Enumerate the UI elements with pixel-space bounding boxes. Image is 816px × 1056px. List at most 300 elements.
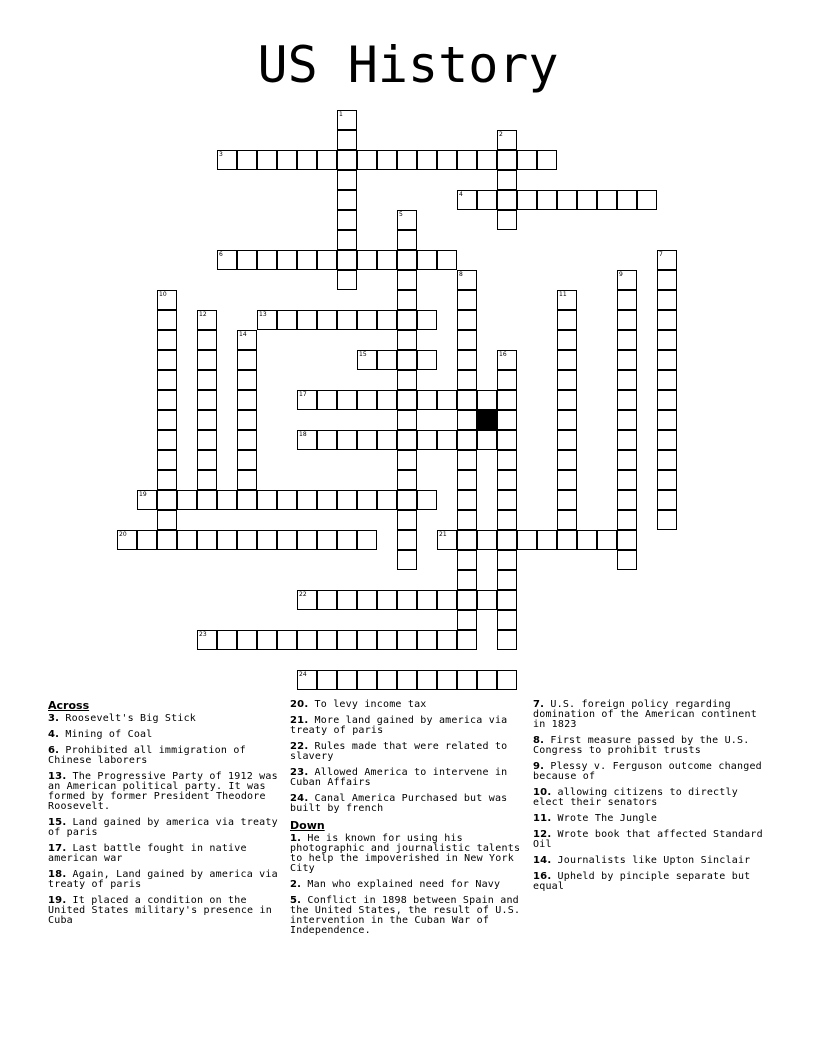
grid-cell[interactable] bbox=[157, 510, 177, 530]
grid-cell[interactable] bbox=[377, 590, 397, 610]
grid-cell[interactable] bbox=[457, 430, 477, 450]
grid-cell[interactable] bbox=[497, 410, 517, 430]
grid-cell[interactable] bbox=[617, 530, 637, 550]
grid-cell[interactable] bbox=[237, 250, 257, 270]
grid-cell[interactable] bbox=[457, 190, 477, 210]
grid-cell[interactable] bbox=[237, 330, 257, 350]
grid-cell[interactable] bbox=[497, 430, 517, 450]
clue-item-text: Upheld by pinciple separate but equal bbox=[533, 871, 751, 892]
grid-cell[interactable] bbox=[457, 370, 477, 390]
grid-cell[interactable] bbox=[317, 250, 337, 270]
grid-cell[interactable] bbox=[317, 310, 337, 330]
clue-item-text: Canal America Purchased but was built by french bbox=[290, 793, 508, 814]
grid-cell[interactable] bbox=[457, 290, 477, 310]
grid-cell[interactable] bbox=[297, 630, 317, 650]
grid-cell[interactable] bbox=[317, 530, 337, 550]
grid-cell[interactable] bbox=[617, 470, 637, 490]
grid-cell[interactable] bbox=[137, 530, 157, 550]
grid-cell[interactable] bbox=[397, 330, 417, 350]
grid-cell[interactable] bbox=[617, 290, 637, 310]
grid-cell[interactable] bbox=[457, 350, 477, 370]
grid-cell[interactable] bbox=[397, 350, 417, 370]
grid-cell[interactable] bbox=[497, 470, 517, 490]
grid-cell[interactable] bbox=[237, 370, 257, 390]
grid-cell[interactable] bbox=[397, 290, 417, 310]
grid-cell[interactable] bbox=[417, 630, 437, 650]
grid-cell[interactable] bbox=[477, 150, 497, 170]
grid-cell[interactable] bbox=[357, 630, 377, 650]
grid-cell[interactable] bbox=[337, 150, 357, 170]
grid-cell[interactable] bbox=[217, 530, 237, 550]
grid-cell[interactable] bbox=[557, 310, 577, 330]
clue-item-number: 13. bbox=[48, 771, 67, 782]
grid-cell[interactable] bbox=[457, 550, 477, 570]
grid-cell[interactable] bbox=[477, 430, 497, 450]
grid-cell[interactable] bbox=[517, 530, 537, 550]
grid-cell[interactable] bbox=[397, 270, 417, 290]
grid-cell[interactable] bbox=[657, 270, 677, 290]
grid-cell[interactable] bbox=[197, 470, 217, 490]
grid-cell[interactable] bbox=[137, 490, 157, 510]
clue-item bbox=[48, 772, 280, 812]
grid-cell[interactable] bbox=[457, 490, 477, 510]
clue-item bbox=[48, 714, 280, 724]
grid-cell[interactable] bbox=[457, 670, 477, 690]
grid-cell[interactable] bbox=[237, 410, 257, 430]
grid-cell[interactable] bbox=[477, 530, 497, 550]
grid-cell[interactable] bbox=[397, 370, 417, 390]
grid-cell[interactable] bbox=[397, 630, 417, 650]
grid-cell[interactable] bbox=[577, 530, 597, 550]
grid-cell[interactable] bbox=[657, 390, 677, 410]
grid-cell[interactable] bbox=[657, 470, 677, 490]
grid-cell[interactable] bbox=[657, 350, 677, 370]
grid-cell[interactable] bbox=[257, 150, 277, 170]
grid-cell[interactable] bbox=[417, 430, 437, 450]
grid-cell[interactable] bbox=[397, 310, 417, 330]
grid-cell[interactable] bbox=[177, 530, 197, 550]
grid-cell[interactable] bbox=[297, 390, 317, 410]
grid-cell[interactable] bbox=[617, 450, 637, 470]
grid-cell[interactable] bbox=[237, 470, 257, 490]
clue-column-1 bbox=[48, 700, 280, 932]
grid-cell[interactable] bbox=[197, 430, 217, 450]
grid-cell[interactable] bbox=[497, 550, 517, 570]
grid-cell[interactable] bbox=[277, 310, 297, 330]
grid-cell[interactable] bbox=[417, 590, 437, 610]
grid-cell[interactable] bbox=[497, 510, 517, 530]
grid-cell[interactable] bbox=[397, 430, 417, 450]
grid-cell[interactable] bbox=[517, 190, 537, 210]
grid-cell[interactable] bbox=[517, 150, 537, 170]
grid-cell[interactable] bbox=[337, 590, 357, 610]
grid-cell[interactable] bbox=[397, 470, 417, 490]
grid-cell[interactable] bbox=[357, 490, 377, 510]
grid-cell[interactable] bbox=[437, 250, 457, 270]
grid-cell[interactable] bbox=[377, 430, 397, 450]
grid-cell[interactable] bbox=[557, 190, 577, 210]
grid-cell[interactable] bbox=[157, 310, 177, 330]
grid-cell[interactable] bbox=[257, 310, 277, 330]
clue-item-text: Journalists like Upton Sinclair bbox=[551, 855, 751, 866]
clue-item-number: 18. bbox=[48, 869, 67, 880]
clue-item-number: 2. bbox=[290, 879, 302, 890]
grid-cell[interactable] bbox=[617, 350, 637, 370]
grid-cell[interactable] bbox=[357, 150, 377, 170]
grid-cell[interactable] bbox=[237, 150, 257, 170]
grid-cell[interactable] bbox=[397, 510, 417, 530]
grid-cell[interactable] bbox=[357, 350, 377, 370]
grid-cell[interactable] bbox=[397, 230, 417, 250]
grid-cell[interactable] bbox=[217, 490, 237, 510]
grid-cell[interactable] bbox=[397, 390, 417, 410]
grid-cell[interactable] bbox=[297, 150, 317, 170]
grid-cell[interactable] bbox=[397, 530, 417, 550]
grid-cell[interactable] bbox=[197, 530, 217, 550]
clue-item bbox=[533, 762, 767, 782]
grid-cell[interactable] bbox=[477, 190, 497, 210]
grid-cell[interactable] bbox=[497, 610, 517, 630]
grid-cell[interactable] bbox=[497, 350, 517, 370]
grid-cell[interactable] bbox=[337, 210, 357, 230]
grid-cell[interactable] bbox=[457, 310, 477, 330]
grid-cell[interactable] bbox=[157, 430, 177, 450]
clue-item-number: 15. bbox=[48, 817, 67, 828]
grid-cell[interactable] bbox=[557, 450, 577, 470]
clue-item bbox=[533, 830, 767, 850]
grid-cell[interactable] bbox=[557, 290, 577, 310]
grid-cell[interactable] bbox=[657, 290, 677, 310]
grid-cell[interactable] bbox=[237, 430, 257, 450]
grid-cell[interactable] bbox=[337, 230, 357, 250]
grid-cell[interactable] bbox=[657, 490, 677, 510]
clue-number: 1 bbox=[339, 111, 343, 118]
grid-cell[interactable] bbox=[277, 530, 297, 550]
grid-cell[interactable] bbox=[437, 530, 457, 550]
grid-cell[interactable] bbox=[617, 490, 637, 510]
grid-cell[interactable] bbox=[557, 470, 577, 490]
grid-cell[interactable] bbox=[417, 250, 437, 270]
grid-cell[interactable] bbox=[237, 390, 257, 410]
grid-cell[interactable] bbox=[317, 390, 337, 410]
grid-cell[interactable] bbox=[557, 490, 577, 510]
grid-cell[interactable] bbox=[617, 330, 637, 350]
grid-cell[interactable] bbox=[117, 530, 137, 550]
clue-item-number: 6. bbox=[48, 745, 60, 756]
grid-cell[interactable] bbox=[397, 550, 417, 570]
grid-cell[interactable] bbox=[497, 390, 517, 410]
grid-cell[interactable] bbox=[557, 430, 577, 450]
grid-cell[interactable] bbox=[557, 330, 577, 350]
grid-cell[interactable] bbox=[617, 190, 637, 210]
grid-cell[interactable] bbox=[337, 310, 357, 330]
grid-cell[interactable] bbox=[457, 330, 477, 350]
grid-cell[interactable] bbox=[197, 390, 217, 410]
grid-cell[interactable] bbox=[617, 410, 637, 430]
clue-item-text: U.S. foreign policy regarding domination of the American continent in 1823 bbox=[533, 699, 757, 730]
grid-cell[interactable] bbox=[657, 410, 677, 430]
grid-cell[interactable] bbox=[417, 490, 437, 510]
grid-cell[interactable] bbox=[497, 570, 517, 590]
grid-cell[interactable] bbox=[357, 670, 377, 690]
grid-cell[interactable] bbox=[597, 190, 617, 210]
grid-cell[interactable] bbox=[437, 630, 457, 650]
grid-cell[interactable] bbox=[597, 530, 617, 550]
grid-cell[interactable] bbox=[337, 530, 357, 550]
grid-cell[interactable] bbox=[157, 450, 177, 470]
grid-cell[interactable] bbox=[337, 270, 357, 290]
grid-cell[interactable] bbox=[337, 490, 357, 510]
grid-cell[interactable] bbox=[357, 590, 377, 610]
grid-cell[interactable] bbox=[557, 530, 577, 550]
grid-cell[interactable] bbox=[157, 470, 177, 490]
grid-cell[interactable] bbox=[537, 190, 557, 210]
clue-number: 4 bbox=[459, 191, 463, 198]
grid-cell[interactable] bbox=[357, 250, 377, 270]
clue-item bbox=[48, 870, 280, 890]
grid-cell[interactable] bbox=[317, 150, 337, 170]
page-title: US History bbox=[257, 36, 559, 94]
grid-cell[interactable] bbox=[237, 450, 257, 470]
grid-cell[interactable] bbox=[377, 250, 397, 270]
clue-item bbox=[290, 794, 524, 814]
grid-cell[interactable] bbox=[357, 390, 377, 410]
grid-cell[interactable] bbox=[437, 670, 457, 690]
grid-cell[interactable] bbox=[317, 670, 337, 690]
grid-cell[interactable] bbox=[257, 630, 277, 650]
grid-cell[interactable] bbox=[297, 310, 317, 330]
grid-cell[interactable] bbox=[277, 630, 297, 650]
grid-cell[interactable] bbox=[397, 250, 417, 270]
grid-cell[interactable] bbox=[337, 130, 357, 150]
grid-cell[interactable] bbox=[497, 150, 517, 170]
grid-cell[interactable] bbox=[297, 530, 317, 550]
clue-item-text: Roosevelt's Big Stick bbox=[59, 713, 197, 724]
grid-cell[interactable] bbox=[197, 630, 217, 650]
grid-cell[interactable] bbox=[557, 390, 577, 410]
grid-cell[interactable] bbox=[397, 490, 417, 510]
grid-cell[interactable] bbox=[237, 350, 257, 370]
grid-cell[interactable] bbox=[297, 490, 317, 510]
grid-cell[interactable] bbox=[157, 530, 177, 550]
grid-cell[interactable] bbox=[317, 590, 337, 610]
grid-cell[interactable] bbox=[397, 150, 417, 170]
grid-cell[interactable] bbox=[417, 670, 437, 690]
grid-cell[interactable] bbox=[457, 630, 477, 650]
grid-cell[interactable] bbox=[157, 390, 177, 410]
clue-item-text: Land gained by america via treaty of paris bbox=[48, 817, 278, 838]
grid-cell[interactable] bbox=[537, 150, 557, 170]
grid-cell[interactable] bbox=[657, 330, 677, 350]
grid-cell[interactable] bbox=[477, 670, 497, 690]
grid-cell[interactable] bbox=[457, 410, 477, 430]
grid-cell[interactable] bbox=[537, 530, 557, 550]
grid-cell[interactable] bbox=[497, 370, 517, 390]
grid-cell[interactable] bbox=[417, 350, 437, 370]
grid-cell[interactable] bbox=[417, 150, 437, 170]
grid-cell[interactable] bbox=[657, 450, 677, 470]
grid-cell[interactable] bbox=[437, 430, 457, 450]
grid-cell[interactable] bbox=[317, 490, 337, 510]
grid-cell[interactable] bbox=[397, 670, 417, 690]
clue-item bbox=[48, 844, 280, 864]
clue-item-text: allowing citizens to directly elect their senators bbox=[533, 787, 738, 808]
grid-cell[interactable] bbox=[497, 490, 517, 510]
grid-cell[interactable] bbox=[557, 370, 577, 390]
grid-cell[interactable] bbox=[377, 350, 397, 370]
grid-cell[interactable] bbox=[457, 450, 477, 470]
grid-cell[interactable] bbox=[217, 630, 237, 650]
grid-cell[interactable] bbox=[277, 250, 297, 270]
grid-cell[interactable] bbox=[657, 310, 677, 330]
grid-cell[interactable] bbox=[377, 490, 397, 510]
grid-cell[interactable] bbox=[257, 250, 277, 270]
grid-cell[interactable] bbox=[457, 510, 477, 530]
grid-cell[interactable] bbox=[457, 150, 477, 170]
grid-cell[interactable] bbox=[257, 530, 277, 550]
clue-number: 19 bbox=[139, 491, 147, 498]
grid-cell[interactable] bbox=[457, 530, 477, 550]
grid-cell[interactable] bbox=[397, 590, 417, 610]
grid-cell[interactable] bbox=[197, 350, 217, 370]
grid-cell[interactable] bbox=[497, 190, 517, 210]
grid-cell[interactable] bbox=[497, 210, 517, 230]
grid-cell[interactable] bbox=[297, 590, 317, 610]
grid-cell[interactable] bbox=[437, 390, 457, 410]
grid-cell[interactable] bbox=[257, 490, 277, 510]
grid-cell[interactable] bbox=[217, 250, 237, 270]
grid-cell[interactable] bbox=[277, 150, 297, 170]
grid-cell[interactable] bbox=[497, 170, 517, 190]
grid-cell[interactable] bbox=[557, 410, 577, 430]
grid-cell[interactable] bbox=[337, 250, 357, 270]
grid-cell[interactable] bbox=[477, 590, 497, 610]
grid-cell[interactable] bbox=[197, 410, 217, 430]
clue-item-number: 23. bbox=[290, 767, 309, 778]
grid-cell[interactable] bbox=[157, 290, 177, 310]
grid-cell[interactable] bbox=[337, 670, 357, 690]
grid-cell[interactable] bbox=[357, 310, 377, 330]
grid-cell[interactable] bbox=[377, 310, 397, 330]
grid-cell[interactable] bbox=[657, 250, 677, 270]
grid-cell[interactable] bbox=[357, 530, 377, 550]
grid-cell[interactable] bbox=[157, 350, 177, 370]
clue-number: 5 bbox=[399, 211, 403, 218]
clue-item-number: 12. bbox=[533, 829, 552, 840]
grid-cell[interactable] bbox=[657, 430, 677, 450]
grid-cell[interactable] bbox=[357, 430, 377, 450]
grid-cell[interactable] bbox=[497, 130, 517, 150]
grid-cell[interactable] bbox=[457, 470, 477, 490]
clue-item bbox=[48, 818, 280, 838]
grid-cell[interactable] bbox=[577, 190, 597, 210]
grid-cell[interactable] bbox=[237, 530, 257, 550]
grid-cell[interactable] bbox=[197, 370, 217, 390]
grid-cell[interactable] bbox=[457, 570, 477, 590]
grid-cell[interactable] bbox=[377, 670, 397, 690]
grid-cell[interactable] bbox=[337, 170, 357, 190]
grid-cell[interactable] bbox=[457, 390, 477, 410]
grid-cell[interactable] bbox=[397, 450, 417, 470]
grid-cell[interactable] bbox=[197, 310, 217, 330]
grid-cell[interactable] bbox=[277, 490, 297, 510]
grid-cell[interactable] bbox=[417, 390, 437, 410]
grid-cell[interactable] bbox=[377, 630, 397, 650]
grid-cell[interactable] bbox=[377, 390, 397, 410]
grid-cell[interactable] bbox=[297, 250, 317, 270]
grid-cell[interactable] bbox=[337, 190, 357, 210]
clue-number: 20 bbox=[119, 531, 127, 538]
grid-cell[interactable] bbox=[377, 150, 397, 170]
grid-cell[interactable] bbox=[397, 210, 417, 230]
grid-cell[interactable] bbox=[617, 550, 637, 570]
grid-cell[interactable] bbox=[217, 150, 237, 170]
grid-cell[interactable] bbox=[457, 610, 477, 630]
grid-cell[interactable] bbox=[497, 590, 517, 610]
grid-cell[interactable] bbox=[197, 330, 217, 350]
grid-cell[interactable] bbox=[157, 490, 177, 510]
grid-cell[interactable] bbox=[557, 350, 577, 370]
grid-cell[interactable] bbox=[557, 510, 577, 530]
grid-cell[interactable] bbox=[197, 490, 217, 510]
grid-cell[interactable] bbox=[337, 430, 357, 450]
clue-item-number: 9. bbox=[533, 761, 545, 772]
grid-cell[interactable] bbox=[497, 670, 517, 690]
grid-cell[interactable] bbox=[617, 510, 637, 530]
grid-cell[interactable] bbox=[157, 330, 177, 350]
grid-cell[interactable] bbox=[237, 490, 257, 510]
clue-item-text: Man who explained need for Navy bbox=[301, 879, 501, 890]
clue-number: 18 bbox=[299, 431, 307, 438]
grid-cell[interactable] bbox=[317, 630, 337, 650]
grid-cell[interactable] bbox=[237, 630, 257, 650]
grid-cell[interactable] bbox=[657, 510, 677, 530]
grid-cell[interactable] bbox=[417, 310, 437, 330]
grid-cell[interactable] bbox=[317, 430, 337, 450]
grid-cell[interactable] bbox=[297, 670, 317, 690]
grid-cell[interactable] bbox=[457, 590, 477, 610]
grid-cell[interactable] bbox=[337, 390, 357, 410]
grid-cell[interactable] bbox=[337, 630, 357, 650]
grid-cell[interactable] bbox=[617, 370, 637, 390]
grid-cell[interactable] bbox=[617, 270, 637, 290]
clue-item-number: 19. bbox=[48, 895, 67, 906]
grid-cell[interactable] bbox=[397, 410, 417, 430]
grid-cell[interactable] bbox=[437, 590, 457, 610]
grid-cell[interactable] bbox=[617, 310, 637, 330]
grid-cell[interactable] bbox=[637, 190, 657, 210]
grid-cell[interactable] bbox=[457, 270, 477, 290]
grid-cell[interactable] bbox=[497, 450, 517, 470]
grid-cell[interactable] bbox=[157, 370, 177, 390]
grid-cell[interactable] bbox=[497, 530, 517, 550]
grid-cell[interactable] bbox=[177, 490, 197, 510]
clue-number: 10 bbox=[159, 291, 167, 298]
clue-item-text: Plessy v. Ferguson outcome changed because of bbox=[533, 761, 762, 782]
grid-cell[interactable] bbox=[617, 430, 637, 450]
grid-cell[interactable] bbox=[477, 390, 497, 410]
grid-cell[interactable] bbox=[657, 370, 677, 390]
grid-cell[interactable] bbox=[617, 390, 637, 410]
grid-cell[interactable] bbox=[337, 110, 357, 130]
clue-item-text: Last battle fought in native american war bbox=[48, 843, 247, 864]
grid-cell[interactable] bbox=[157, 410, 177, 430]
grid-cell[interactable] bbox=[437, 150, 457, 170]
grid-cell[interactable] bbox=[197, 450, 217, 470]
grid-cell[interactable] bbox=[297, 430, 317, 450]
clue-item-text: To levy income tax bbox=[308, 699, 427, 710]
grid-cell[interactable] bbox=[497, 630, 517, 650]
